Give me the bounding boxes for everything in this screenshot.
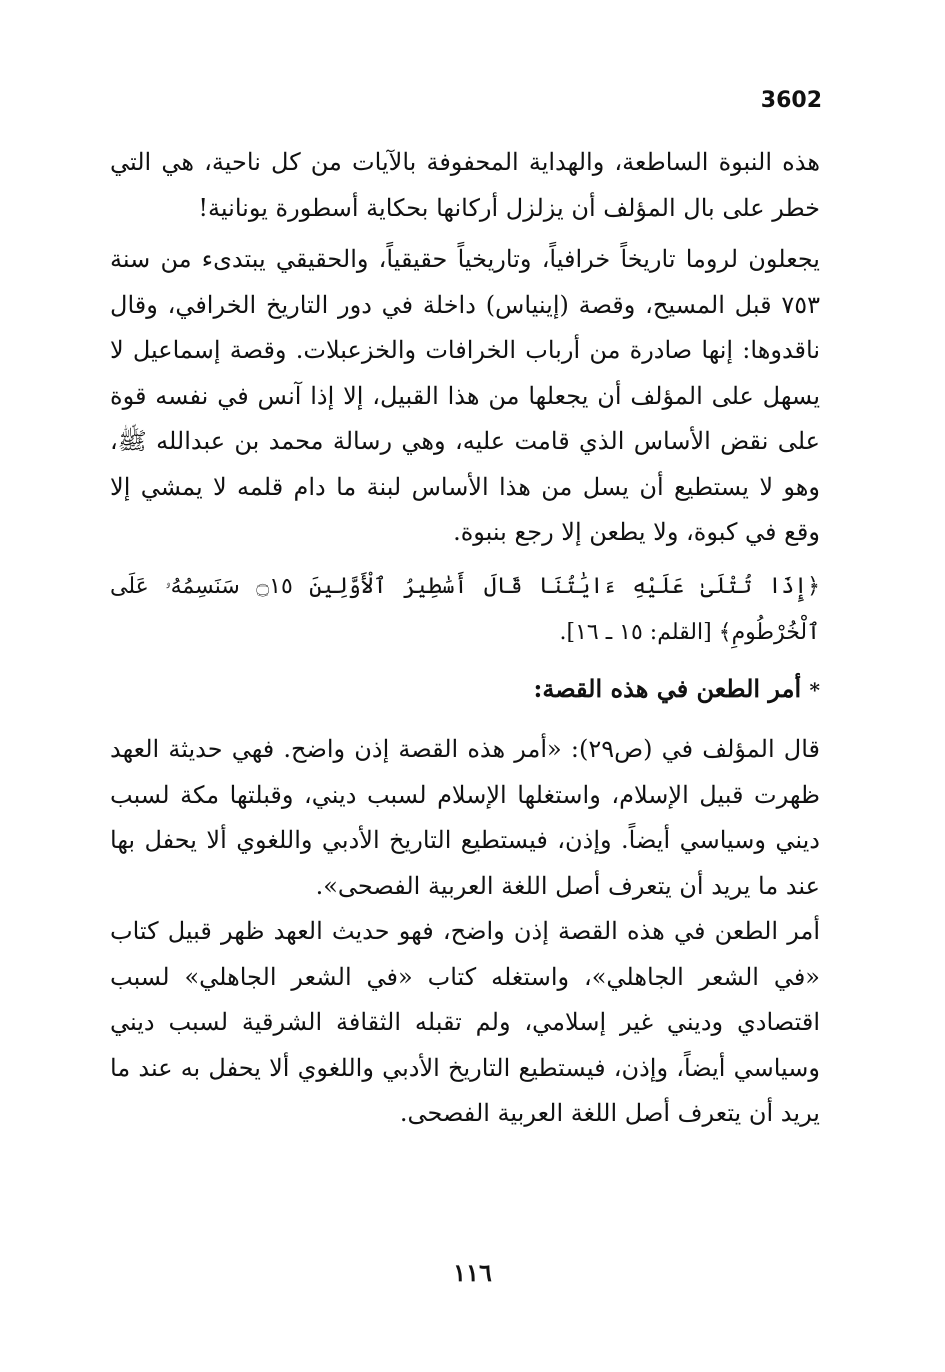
paragraph-author-quote: قال المؤلف في (ص٢٩): «أمر هذه القصة إذن واضح. فهي حديثة العهد ظهرت قبيل الإسلام، واستغلها الإسلام لسبب ديني، وقبلتها مكة لسبب ديني وسياسي أيضاً. وإذن، فيستطيع التاريخ الأدبي واللغوي ألا يحفل بها عند ما يريد أن يتعرف أصل اللغة العربية الفصحى». [110,735,821,900]
paragraph-rebuttal: أمر الطعن في هذه القصة إذن واضح، فهو حديث العهد ظهر قبيل كتاب «في الشعر الجاهلي»، واستغله كتاب «في الشعر الجاهلي» لسبب اقتصادي وديني غير إسلامي، ولم تقبله الثقافة الشرقية لسبب ديني وسياسي أيضاً، وإذن، فيستطيع التاريخ الأدبي واللغوي ألا يحفل به عند ما يريد أن يتعرف أصل اللغة العربية الفصحى. [110,917,820,1127]
paragraph-prophethood: هذه النبوة الساطعة، والهداية المحفوفة بالآيات من كل ناحية، هي التي خطر على بال المؤلف أن يزلزل أركانها بحكاية أسطورة يونانية! [110,148,820,222]
section-heading-text: أمر الطعن في هذه القصة: [533,673,802,703]
page-id: 3602 [760,88,822,113]
quran-reference: [القلم: ١٥ ـ ١٦]. [559,619,712,645]
page-body [110,140,820,1151]
paragraph-rome-history: يجعلون لروما تاريخاً خرافياً، وتاريخياً حقيقياً، والحقيقي يبتدىء من سنة ٧٥٣ قبل المسيح، وقصة (إينياس) داخلة في دور التاريخ الخرافي، وقال ناقدوها: إنها صادرة من أرباب الخرافات والخزعبلات. وقصة إسماعيل لا يسهل على المؤلف أن يجعلها من هذا القبيل، إلا إذا آنس في نفسه قوة على نقض الأساس الذي قامت عليه، وهي رسالة محمد بن عبدالله ﷺ، وهو لا يستطيع أن يسل من هذا الأساس لبنة ما دام قلمه لا يمشي إلا وقع في كبوة، ولا يطعن إلا رجع بنبوة. [110,245,821,546]
section-heading [110,666,820,714]
quran-verse-block [110,564,820,656]
quran-verse: ﴿إِذَا تُتْلَىٰ عَلَيْهِ ءَايَٰتُنَا قَالَ أَسَٰطِيرُ ٱلْأَوَّلِينَ ۝١٥ سَنَسِمُهُۥ عَلَى ٱلْخُرْطُومِ﴾ [110,573,821,645]
star-icon: * [809,677,820,702]
page-number: ١١٦ [453,1258,492,1287]
